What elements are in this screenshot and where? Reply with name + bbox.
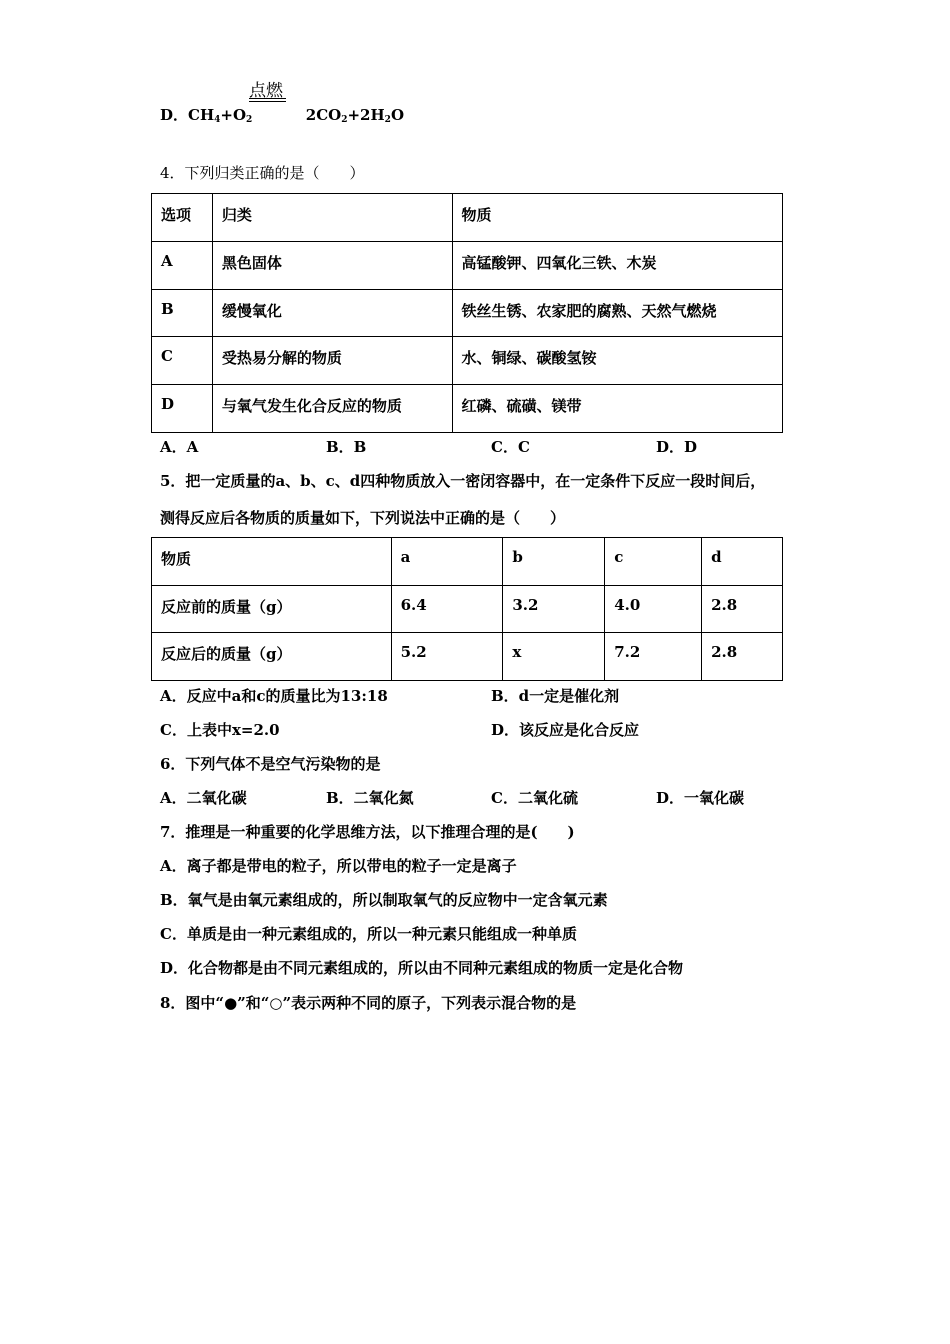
- reaction-condition: 点燃: [249, 81, 283, 101]
- q4-table: [151, 193, 783, 433]
- q8-stem: 8．图中“●”和“○”表示两种不同的原子，下列表示混合物的是: [160, 994, 577, 1012]
- q4-option-d[interactable]: D．D: [656, 438, 698, 456]
- q7-option-b[interactable]: B．氧气是由氧元素组成的，所以制取氧气的反应物中一定含氧元素: [160, 891, 608, 909]
- q4-stem: 4．下列归类正确的是（ ）: [160, 164, 365, 182]
- equals-bar-2: [249, 101, 286, 102]
- q5-table: [151, 537, 783, 681]
- q7-option-d[interactable]: D．化合物都是由不同元素组成的，所以由不同种元素组成的物质一定是化合物: [160, 959, 684, 977]
- table-row: C 受热易分解的物质 水、铜绿、碳酸氢铵: [152, 337, 783, 385]
- q4-option-b[interactable]: B．B: [326, 438, 367, 456]
- q7-stem: 7．推理是一种重要的化学思维方法，以下推理合理的是( ): [160, 823, 575, 841]
- table-header: b: [503, 538, 605, 586]
- table-header: 选项: [152, 194, 213, 242]
- q5-option-d[interactable]: D．该反应是化合反应: [491, 721, 640, 739]
- equals-bar-1: [249, 98, 286, 99]
- table-row: 反应后的质量（g） 5.2 x 7.2 2.8: [152, 633, 783, 681]
- q7-option-c[interactable]: C．单质是由一种元素组成的，所以一种元素只能组成一种单质: [160, 925, 577, 943]
- table-row: A 黑色固体 高锰酸钾、四氧化三铁、木炭: [152, 242, 783, 290]
- q6-option-a[interactable]: A．二氧化碳: [160, 789, 247, 807]
- table-header: a: [391, 538, 503, 586]
- table-header-row: [152, 538, 783, 586]
- table-row: B 缓慢氧化 铁丝生锈、农家肥的腐熟、天然气燃烧: [152, 290, 783, 337]
- table-header: 物质: [152, 538, 392, 586]
- q5-stem-line1: 5．把一定质量的a、b、c、d四种物质放入一密闭容器中，在一定条件下反应一段时间后，: [160, 472, 766, 490]
- table-header: c: [605, 538, 702, 586]
- table-row: 反应前的质量（g） 6.4 3.2 4.0 2.8: [152, 586, 783, 633]
- q4-option-a[interactable]: A．A: [160, 438, 199, 456]
- q4-option-c[interactable]: C．C: [491, 438, 530, 456]
- q6-option-c[interactable]: C．二氧化硫: [491, 789, 578, 807]
- q7-option-a[interactable]: A．离子都是带电的粒子，所以带电的粒子一定是离子: [160, 857, 517, 875]
- option-d-equation: D．$CH_4+O_2$ $2CO_2+2H_2O$: [160, 106, 405, 125]
- table-header: 归类: [212, 194, 452, 242]
- table-header: d: [702, 538, 783, 586]
- q6-option-b[interactable]: B．二氧化氮: [326, 789, 414, 807]
- table-header: 物质: [452, 194, 782, 242]
- table-row: D 与氧气发生化合反应的物质 红磷、硫磺、镁带: [152, 385, 783, 433]
- q5-option-c[interactable]: C．上表中x=2.0: [160, 721, 280, 739]
- q5-stem-line2: 测得反应后各物质的质量如下，下列说法中正确的是（ ）: [160, 509, 566, 527]
- q5-option-b[interactable]: B．d一定是催化剂: [491, 687, 620, 705]
- q6-stem: 6．下列气体不是空气污染物的是: [160, 755, 381, 773]
- table-header-row: [152, 194, 783, 242]
- q6-option-d[interactable]: D．一氧化碳: [656, 789, 745, 807]
- q5-option-a[interactable]: A．反应中a和c的质量比为13:18: [160, 687, 388, 705]
